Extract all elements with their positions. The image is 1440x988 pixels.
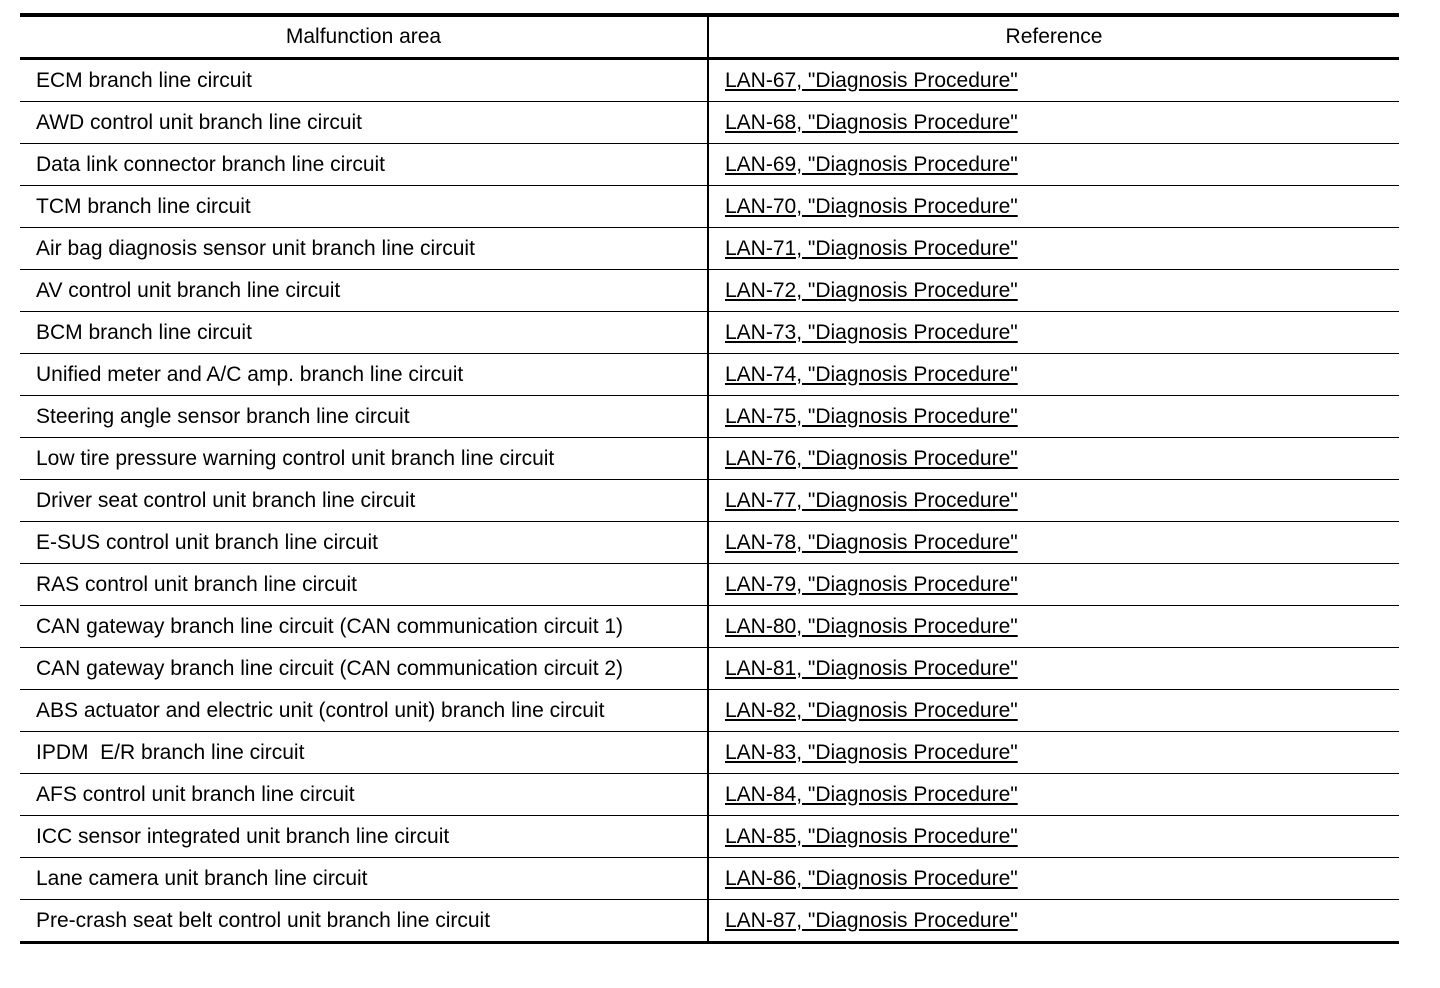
reference-cell xyxy=(708,816,1399,858)
reference-link[interactable]: LAN-86, "Diagnosis Procedure" xyxy=(725,866,1018,890)
reference-link[interactable]: LAN-73, "Diagnosis Procedure" xyxy=(725,320,1018,344)
table-header xyxy=(20,15,1399,59)
reference-cell xyxy=(708,354,1399,396)
malfunction-area-cell: Air bag diagnosis sensor unit branch line circuit xyxy=(20,228,708,270)
table-row xyxy=(20,102,1399,144)
reference-cell xyxy=(708,186,1399,228)
reference-cell xyxy=(708,228,1399,270)
reference-link[interactable]: LAN-82, "Diagnosis Procedure" xyxy=(725,698,1018,722)
reference-cell xyxy=(708,480,1399,522)
reference-cell xyxy=(708,438,1399,480)
reference-cell xyxy=(708,858,1399,900)
reference-link[interactable]: LAN-78, "Diagnosis Procedure" xyxy=(725,530,1018,554)
table-body xyxy=(20,59,1399,943)
malfunction-area-cell: CAN gateway branch line circuit (CAN communication circuit 1) xyxy=(20,606,708,648)
table-row xyxy=(20,354,1399,396)
table-row xyxy=(20,312,1399,354)
reference-cell xyxy=(708,690,1399,732)
reference-link[interactable]: LAN-71, "Diagnosis Procedure" xyxy=(725,236,1018,260)
reference-link[interactable]: LAN-76, "Diagnosis Procedure" xyxy=(725,446,1018,470)
table-row xyxy=(20,858,1399,900)
reference-link[interactable]: LAN-68, "Diagnosis Procedure" xyxy=(725,110,1018,134)
reference-link[interactable]: LAN-67, "Diagnosis Procedure" xyxy=(725,68,1018,92)
table-row xyxy=(20,438,1399,480)
reference-cell xyxy=(708,648,1399,690)
table-row xyxy=(20,732,1399,774)
table-row xyxy=(20,480,1399,522)
malfunction-area-cell: Driver seat control unit branch line circuit xyxy=(20,480,708,522)
reference-link[interactable]: LAN-70, "Diagnosis Procedure" xyxy=(725,194,1018,218)
reference-link[interactable]: LAN-69, "Diagnosis Procedure" xyxy=(725,152,1018,176)
reference-cell xyxy=(708,270,1399,312)
table-row xyxy=(20,564,1399,606)
reference-link[interactable]: LAN-84, "Diagnosis Procedure" xyxy=(725,782,1018,806)
malfunction-area-cell: CAN gateway branch line circuit (CAN communication circuit 2) xyxy=(20,648,708,690)
reference-cell xyxy=(708,900,1399,943)
reference-link[interactable]: LAN-77, "Diagnosis Procedure" xyxy=(725,488,1018,512)
malfunction-area-cell: ECM branch line circuit xyxy=(20,59,708,102)
table-row xyxy=(20,816,1399,858)
malfunction-area-cell: AV control unit branch line circuit xyxy=(20,270,708,312)
reference-cell xyxy=(708,522,1399,564)
malfunction-area-cell: AWD control unit branch line circuit xyxy=(20,102,708,144)
malfunction-area-cell: IPDM E/R branch line circuit xyxy=(20,732,708,774)
malfunction-area-cell: Low tire pressure warning control unit branch line circuit xyxy=(20,438,708,480)
table-row xyxy=(20,186,1399,228)
table-row xyxy=(20,228,1399,270)
malfunction-area-cell: Unified meter and A/C amp. branch line circuit xyxy=(20,354,708,396)
malfunction-reference-table xyxy=(20,13,1399,944)
header-malfunction-area: Malfunction area xyxy=(20,15,708,59)
malfunction-area-cell: Steering angle sensor branch line circuit xyxy=(20,396,708,438)
reference-link[interactable]: LAN-80, "Diagnosis Procedure" xyxy=(725,614,1018,638)
malfunction-area-cell: E-SUS control unit branch line circuit xyxy=(20,522,708,564)
reference-cell xyxy=(708,564,1399,606)
table-row xyxy=(20,144,1399,186)
malfunction-area-cell: Data link connector branch line circuit xyxy=(20,144,708,186)
reference-link[interactable]: LAN-81, "Diagnosis Procedure" xyxy=(725,656,1018,680)
reference-cell xyxy=(708,396,1399,438)
reference-link[interactable]: LAN-74, "Diagnosis Procedure" xyxy=(725,362,1018,386)
reference-cell xyxy=(708,732,1399,774)
reference-link[interactable]: LAN-83, "Diagnosis Procedure" xyxy=(725,740,1018,764)
malfunction-area-cell: BCM branch line circuit xyxy=(20,312,708,354)
table-row xyxy=(20,690,1399,732)
reference-cell xyxy=(708,59,1399,102)
table-row xyxy=(20,270,1399,312)
reference-link[interactable]: LAN-75, "Diagnosis Procedure" xyxy=(725,404,1018,428)
table-row xyxy=(20,59,1399,102)
table-row xyxy=(20,900,1399,943)
reference-link[interactable]: LAN-79, "Diagnosis Procedure" xyxy=(725,572,1018,596)
malfunction-area-cell: AFS control unit branch line circuit xyxy=(20,774,708,816)
malfunction-area-cell: ICC sensor integrated unit branch line circuit xyxy=(20,816,708,858)
table-row xyxy=(20,396,1399,438)
reference-cell xyxy=(708,606,1399,648)
header-row xyxy=(20,15,1399,59)
reference-cell xyxy=(708,312,1399,354)
reference-cell xyxy=(708,144,1399,186)
malfunction-area-cell: Pre-crash seat belt control unit branch line circuit xyxy=(20,900,708,943)
header-reference: Reference xyxy=(708,15,1399,59)
malfunction-area-cell: ABS actuator and electric unit (control unit) branch line circuit xyxy=(20,690,708,732)
malfunction-area-cell: RAS control unit branch line circuit xyxy=(20,564,708,606)
reference-link[interactable]: LAN-72, "Diagnosis Procedure" xyxy=(725,278,1018,302)
reference-link[interactable]: LAN-87, "Diagnosis Procedure" xyxy=(725,908,1018,932)
table-row xyxy=(20,606,1399,648)
table-row xyxy=(20,648,1399,690)
malfunction-area-cell: Lane camera unit branch line circuit xyxy=(20,858,708,900)
table-row xyxy=(20,522,1399,564)
table-row xyxy=(20,774,1399,816)
reference-cell xyxy=(708,774,1399,816)
reference-link[interactable]: LAN-85, "Diagnosis Procedure" xyxy=(725,824,1018,848)
malfunction-area-cell: TCM branch line circuit xyxy=(20,186,708,228)
reference-cell xyxy=(708,102,1399,144)
